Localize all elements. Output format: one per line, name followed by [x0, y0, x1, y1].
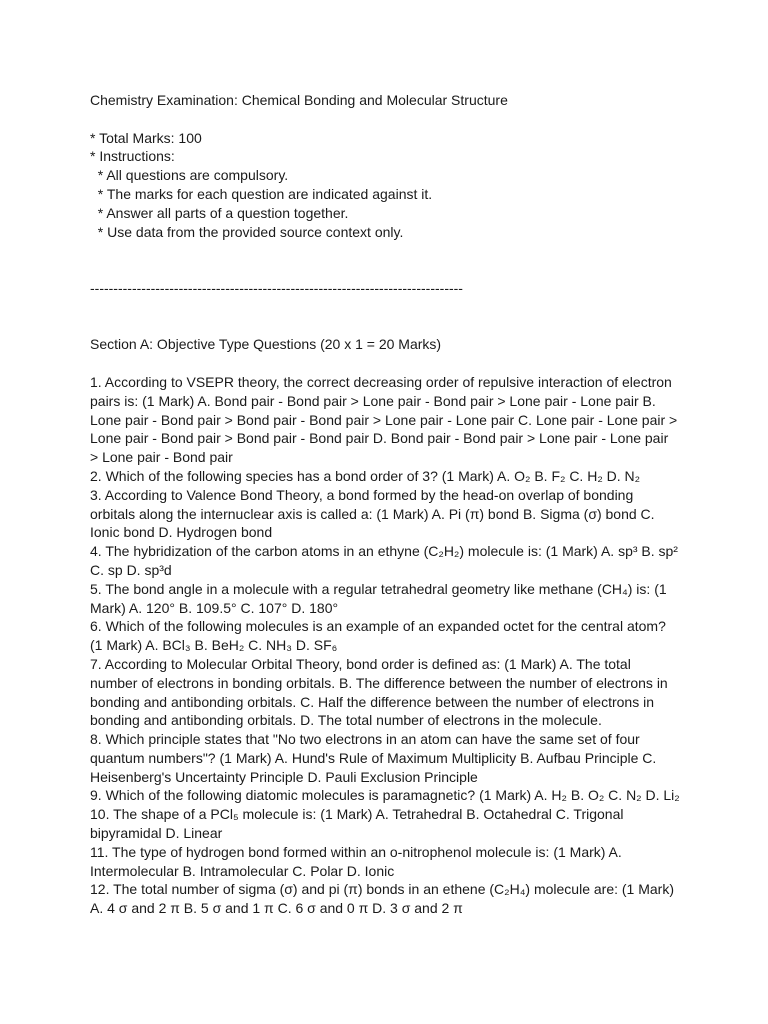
question-item: 3. According to Valence Bond Theory, a bond formed by the head-on overlap of bonding orbitals along the internuclear axis is called a: (1 Mark) A. Pi (π) bond B. Sigma (σ) bond C. Ionic bond D. Hydrogen bond — [90, 486, 655, 541]
spacer — [90, 241, 680, 279]
question-item: 9. Which of the following diatomic molecules is paramagnetic? (1 Mark) A. H₂ B. O₂ C. N₂ D. Li₂ — [90, 787, 680, 804]
instruction-item: * Use data from the provided source context only. — [90, 223, 404, 240]
spacer — [90, 298, 680, 336]
exam-document — [90, 91, 680, 918]
instruction-item: * Answer all parts of a question together. — [90, 204, 349, 221]
question-item: 7. According to Molecular Orbital Theory, bond order is defined as: (1 Mark) A. The total number of electrons in bonding orbitals. B. The difference between the number of electrons in bonding and antibonding orbitals. C. Half the difference between the number of electrons in bonding and antibonding orbitals. D. The total number of electrons in the molecule. — [90, 655, 668, 729]
question-item: 11. The type of hydrogen bond formed within an o-nitrophenol molecule is: (1 Mark) A. Intermolecular B. Intramolecular C. Polar D. Ionic — [90, 843, 622, 879]
question-item: 12. The total number of sigma (σ) and pi (π) bonds in an ethene (C₂H₄) molecule are: (1 Mark) A. 4 σ and 2 π B. 5 σ and 1 π C. 6 σ and 0 π D. 3 σ and 2 π — [90, 881, 675, 917]
instruction-item: * The marks for each question are indicated against it. — [90, 185, 433, 202]
total-marks: * Total Marks: 100 — [90, 129, 202, 146]
question-item: 6. Which of the following molecules is an example of an expanded octet for the central atom? (1 Mark) A. BCl₃ B. BeH₂ C. NH₃ D. SF₆ — [90, 618, 666, 654]
section-a-heading: Section A: Objective Type Questions (20 x 1 = 20 Marks) — [90, 336, 442, 353]
question-item: 4. The hybridization of the carbon atoms in an ethyne (C₂H₂) molecule is: (1 Mark) A. sp³ B. sp² C. sp D. sp³d — [90, 543, 678, 578]
question-item: 8. Which principle states that "No two electrons in an atom can have the same set of four quantum numbers"? (1 Mark) A. Hund's Rule of Maximum Multiplicity B. Aufbau Principle C. Heisenberg's Uncertainty Principle D. Pauli Exclusion Principle — [90, 731, 657, 785]
spacer — [90, 110, 680, 129]
instructions-heading: * Instructions: — [90, 148, 175, 165]
spacer — [90, 354, 680, 373]
document-title: Chemistry Examination: Chemical Bonding and Molecular Structure — [90, 92, 508, 108]
question-item: 10. The shape of a PCl₅ molecule is: (1 Mark) A. Tetrahedral B. Octahedral C. Trigonal bipyramidal D. Linear — [90, 806, 624, 842]
question-item: 1. According to VSEPR theory, the correct decreasing order of repulsive interaction of electron pairs is: (1 Mark) A. Bond pair - Bond pair > Lone pair - Bond pair > Lone pair - Lone pair B. Lone pair - Bond pair > Bond pair - Bond pair > Lone pair - Lone pair C. Lone pair - Lone pair > Lone pair - Bond pair > Bond pair - Bond pair D. Bond pair - Bond pair > Lone pair - Lone pair > Lone pair - Bond pair — [90, 373, 678, 466]
section-divider: -------------------------------------------------------------------------------- — [90, 279, 463, 296]
instruction-item: * All questions are compulsory. — [90, 167, 289, 184]
question-list — [90, 373, 680, 918]
question-item: 2. Which of the following species has a bond order of 3? (1 Mark) A. O₂ B. F₂ C. H₂ D. N₂ — [90, 467, 641, 484]
question-item: 5. The bond angle in a molecule with a regular tetrahedral geometry like methane (CH₄) is: (1 Mark) A. 120° B. 109.5° C. 107° D. 180° — [90, 580, 667, 616]
